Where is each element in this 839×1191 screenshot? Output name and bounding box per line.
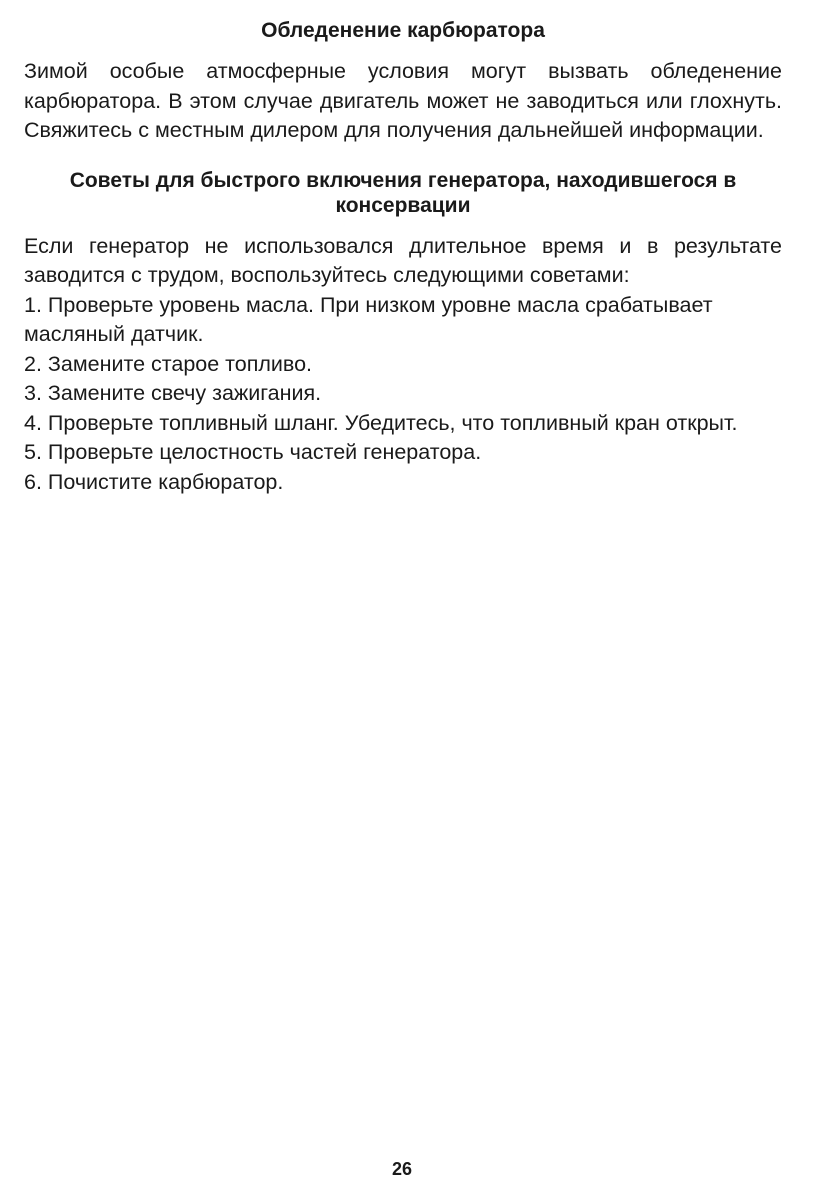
page-number: 26	[391, 1159, 413, 1179]
list-item: 6. Почистите карбюратор.	[24, 469, 284, 494]
quick-start-tips-list	[24, 291, 782, 498]
list-item: 2. Замените старое топливо.	[24, 351, 313, 376]
list-item: 5. Проверьте целостность частей генератора.	[24, 440, 482, 464]
list-item: 1. Проверьте уровень масла. При низком уровне масла срабатывает масляный датчик.	[24, 292, 713, 346]
quick-start-intro-paragraph: Если генератор не использовался длительное время и в результате заводится с трудом, воспользуйтесь следующими советами:	[24, 233, 782, 287]
list-item: 3. Замените свечу зажигания.	[24, 381, 322, 405]
section-heading-quick-start-tips: Советы для быстрого включения генератора, находившегося в консервации	[69, 168, 737, 217]
document-page	[24, 18, 782, 497]
section-heading-carburetor-icing: Обледенение карбюратора	[261, 19, 545, 42]
carburetor-icing-paragraph: Зимой особые атмосферные условия могут вызвать обледенение карбюратора. В этом случае двигатель может не заводиться или глохнуть. Свяжитесь с местным дилером для получения дальнейшей информации.	[24, 59, 782, 142]
list-item: 4. Проверьте топливный шланг. Убедитесь, что топливный кран открыт.	[24, 410, 738, 435]
